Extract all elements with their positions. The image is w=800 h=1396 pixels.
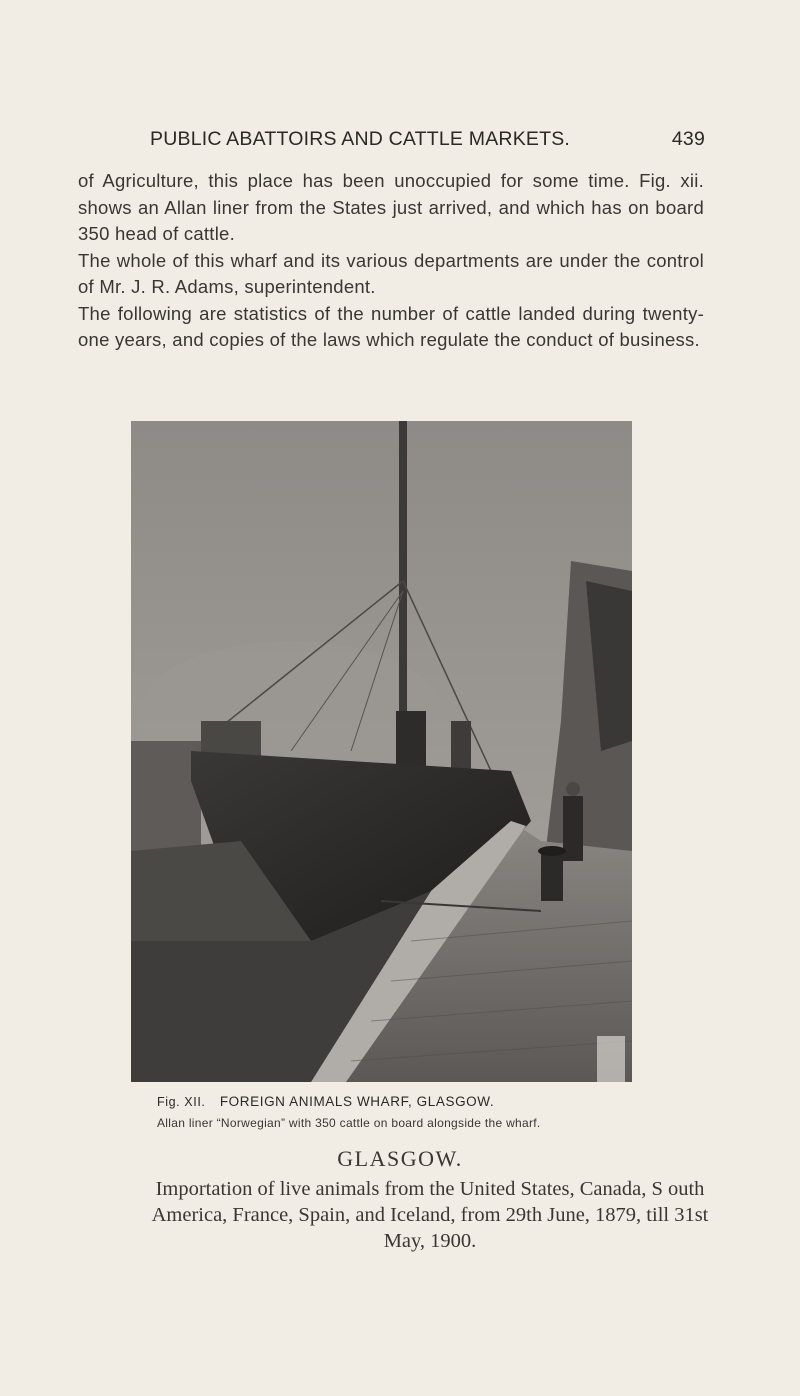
wharf-photograph bbox=[131, 421, 632, 1082]
figure-label: Fig. XII. bbox=[157, 1095, 206, 1109]
section-heading: GLASGOW. bbox=[337, 1146, 463, 1171]
page-number: 439 bbox=[671, 128, 705, 150]
figure-caption: Allan liner “Norwegian” with 350 cattle on board alongside the wharf. bbox=[157, 1116, 541, 1130]
figure-title: FOREIGN ANIMALS WHARF, GLASGOW. bbox=[219, 1094, 495, 1109]
running-title: PUBLIC ABATTOIRS AND CATTLE MARKETS. bbox=[150, 128, 571, 150]
figure-caption-title bbox=[157, 1094, 657, 1109]
section-subheading: Importation of live animals from the United States, Canada, S outh America, France, Spain, and Iceland, from 29th June, 1879, till 31st May, 1900. bbox=[151, 1178, 709, 1252]
paragraph-3: The following are statistics of the number of cattle landed during twenty-one years, and copies of the laws which regulate the conduct of business. bbox=[78, 302, 704, 350]
body-text bbox=[78, 168, 704, 354]
paragraph-1: of Agriculture, this place has been unoccupied for some time. Fig. xii. shows an Allan liner from the States just arrived, and which has on board 350 head of cattle. bbox=[78, 170, 704, 244]
paragraph-2: The whole of this wharf and its various departments are under the control of Mr. J. R. Adams, superintendent. bbox=[78, 249, 704, 297]
